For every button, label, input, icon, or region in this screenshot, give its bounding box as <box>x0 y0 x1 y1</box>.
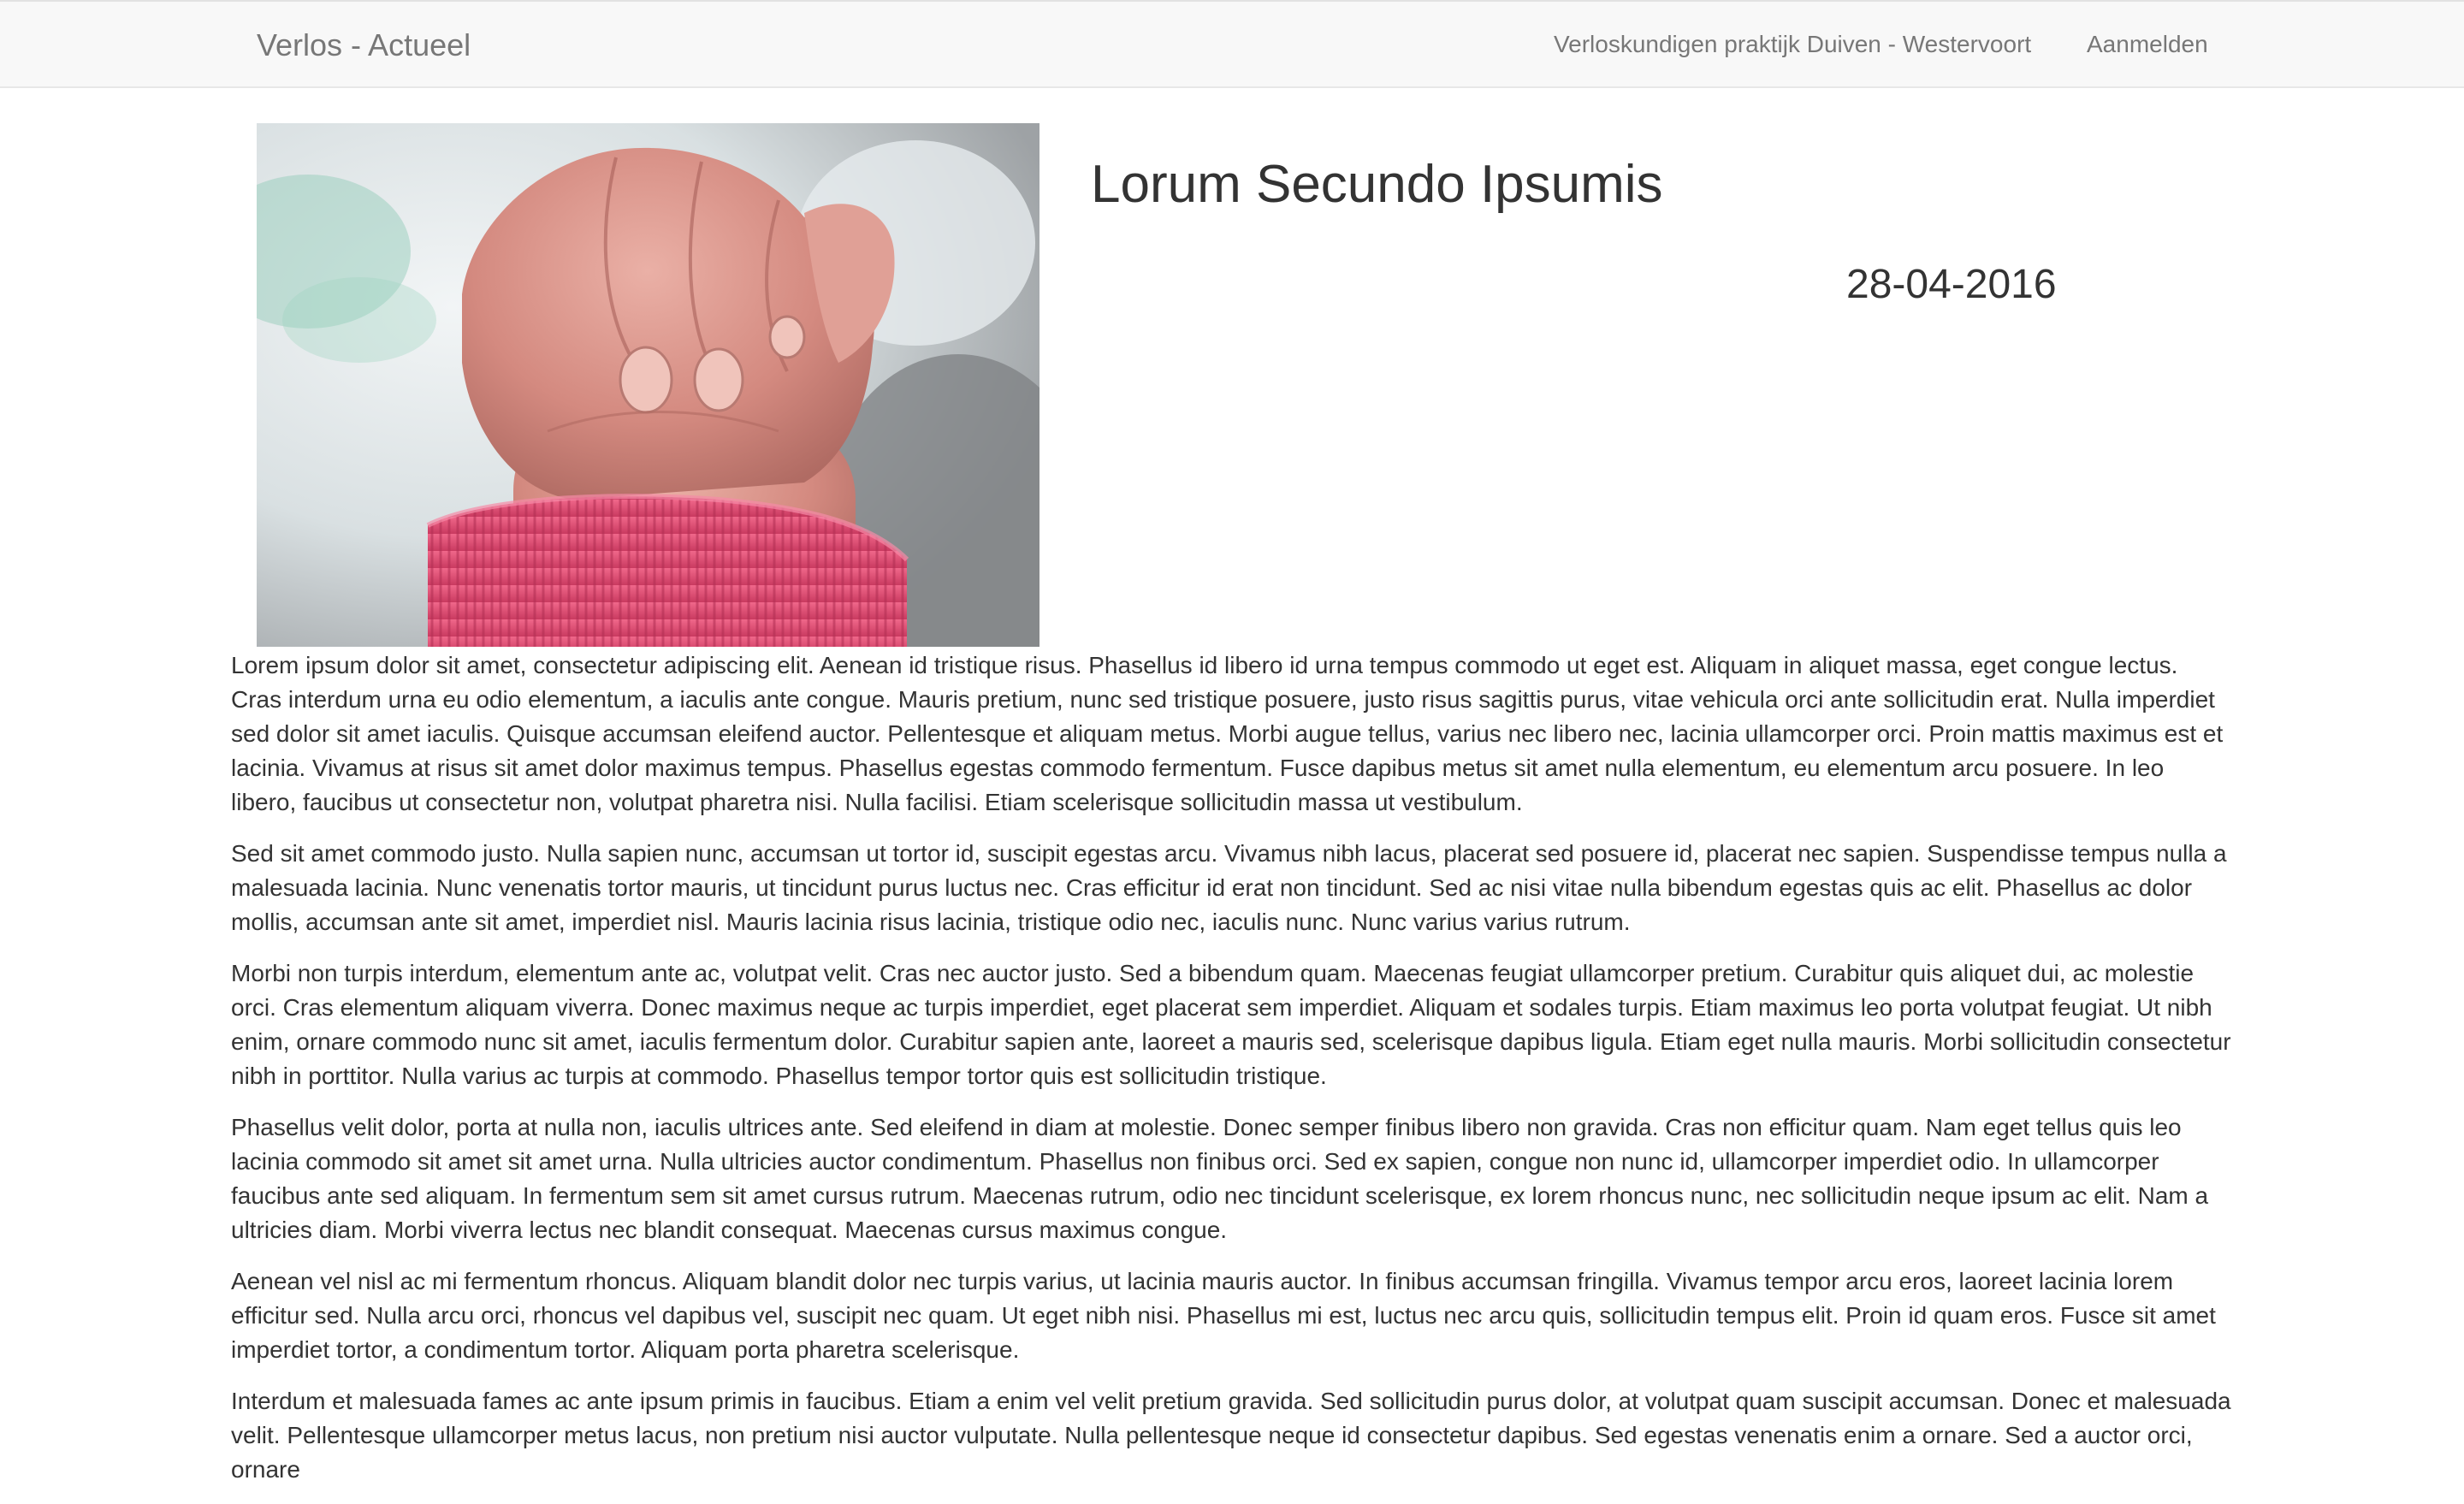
article-paragraph: Phasellus velit dolor, porta at nulla non, iaculis ultrices ante. Sed eleifend in diam at molestie. Donec semper finibus libero non gravida. Cras non efficitur quam. Nam eget tellus quis leo lacinia commodo sit amet sit amet urna. Nulla ultricies auctor condimentum. Phasellus non finibus orci. Sed ex sapien, congue non nunc id, ullamcorper imperdiet odio. In ullamcorper faucibus ante sed aliquam. In fermentum sem sit amet cursus rutrum. Maecenas rutrum, odio nec tincidunt scelerisque, ex lorem rhoncus nunc, nec sollicitudin neque ipsum ac elit. Nam a ultricies diam. Morbi viverra lectus nec blandit consequat. Maecenas cursus maximus congue. <box>231 1114 2209 1243</box>
article-paragraph: Interdum et malesuada fames ac ante ipsum primis in faucibus. Etiam a enim vel velit pretium gravida. Sed sollicitudin purus dolor, at volutpat quam suscipit accumsan. Donec et malesuada velit. Pellentesque ullamcorper metus lacus, non pretium nisi auctor vulputate. Nulla pellentesque neque id consectetur dapibus. Sed egestas venenatis enim a ornare. Sed a auctor orci, ornare <box>231 1388 2231 1483</box>
article-paragraph: Sed sit amet commodo justo. Nulla sapien nunc, accumsan ut tortor id, suscipit egestas arcu. Vivamus nibh lacus, placerat sed posuere id, placerat nec sapien. Suspendisse tempus nulla a malesuada lacinia. Nunc venenatis tortor mauris, ut tincidunt purus luctus nec. Cras efficitur id erat non tincidunt. Sed ac nisi vitae nulla bibendum egestas quis ac elit. Phasellus ac dolor mollis, accumsan ante sit amet, imperdiet nisl. Mauris lacinia risus lacinia, tristique odio nec, iaculis nunc. Nunc varius varius rutrum. <box>231 840 2227 935</box>
article-title: Lorum Secundo Ipsumis <box>1091 155 1663 214</box>
baby-fist-photo <box>257 123 1040 647</box>
article-paragraph: Morbi non turpis interdum, elementum ante ac, volutpat velit. Cras nec auctor justo. Sed a bibendum quam. Maecenas feugiat ullamcorper pretium. Curabitur quis aliquet dui, ac molestie orci. Cras elementum aliquam viverra. Donec maximus neque ac turpis imperdiet, eget placerat sem imperdiet. Aliquam et sodales turpis. Etiam maximus leo porta volutpat feugiat. Ut nibh enim, ornare commodo nunc sit amet, iaculis fermentum dolor. Curabitur sapien ante, laoreet a mauris sed, scelerisque dapibus ligula. Etiam eget nulla mauris. Morbi sollicitudin consectetur nibh in porttitor. Nulla varius ac turpis at commodo. Phasellus tempor tortor quis est sollicitudin tristique. <box>231 960 2231 1089</box>
article-paragraph: Aenean vel nisl ac mi fermentum rhoncus. Aliquam blandit dolor nec turpis varius, ut lacinia mauris auctor. In finibus accumsan fringilla. Vivamus tempor arcu eros, laoreet lacinia lorem efficitur sed. Nulla arcu orci, rhoncus vel dapibus vel, suscipit nec quam. Ut eget nibh nisi. Phasellus mi est, luctus nec arcu quis, sollicitudin tempus elit. Proin id quam eros. Fusce sit amet imperdiet tortor, a condimentum tortor. Aliquam porta pharetra scelerisque. <box>231 1268 2216 1363</box>
navbar <box>0 0 2464 88</box>
article-body <box>231 648 2233 1504</box>
navbar-brand[interactable]: Verlos - Actueel <box>257 27 471 62</box>
nav-link-aanmelden[interactable]: Aanmelden <box>2087 31 2208 57</box>
article-date: 28-04-2016 <box>1846 262 2057 307</box>
article-paragraph: Lorem ipsum dolor sit amet, consectetur adipiscing elit. Aenean id tristique risus. Phasellus id libero id urna tempus commodo ut eget est. Aliquam in aliquet massa, eget congue lectus. Cras interdum urna eu odio elementum, a iaculis ante congue. Mauris pretium, nunc sed tristique posuere, justo risus sagittis purus, vitae vehicula orci ante sollicitudin erat. Nulla imperdiet sed dolor sit amet iaculis. Quisque accumsan eleifend auctor. Pellentesque et aliquam metus. Morbi augue tellus, varius nec libero nec, lacinia ullamcorper orci. Proin mattis maximus est et lacinia. Vivamus at risus sit amet dolor maximus tempus. Phasellus egestas commodo fermentum. Fusce dapibus metus sit amet nulla elementum, eu elementum arcu posuere. In leo libero, faucibus ut consectetur non, volutpat pharetra nisi. Nulla facilisi. Etiam scelerisque sollicitudin massa ut vestibulum. <box>231 652 2224 815</box>
nav-link-practice[interactable]: Verloskundigen praktijk Duiven - Westervoort <box>1554 31 2032 57</box>
article-image <box>257 123 1040 647</box>
